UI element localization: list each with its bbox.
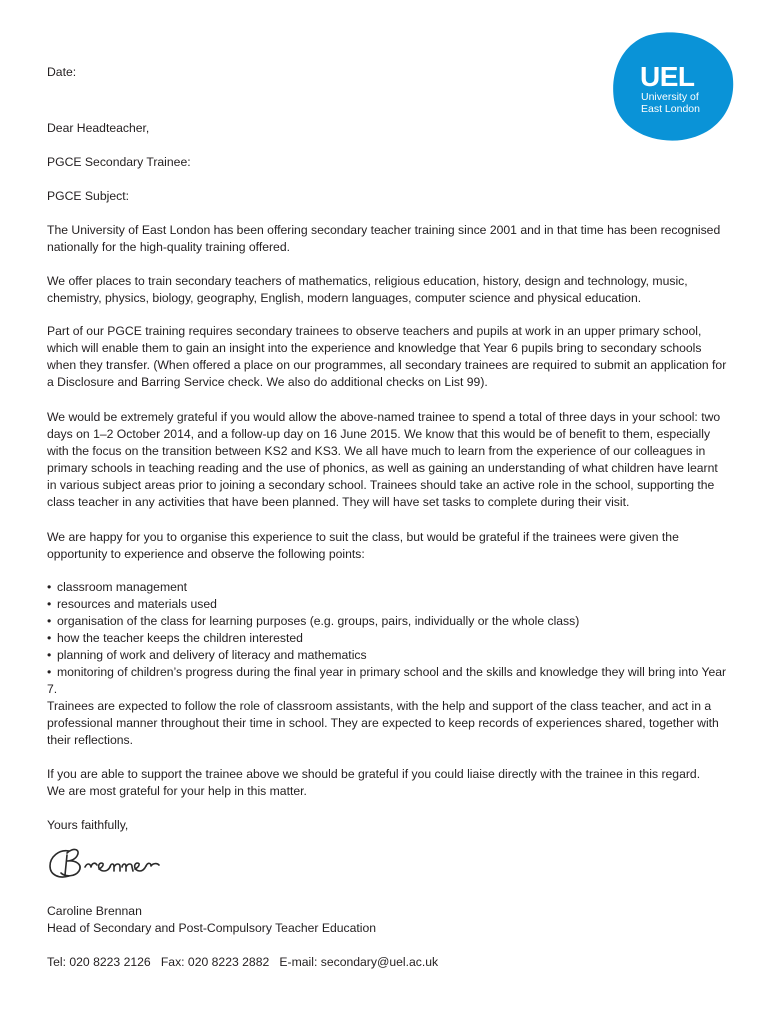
date-label: Date: [47,65,77,79]
list-item [47,596,737,613]
observation-points-list [47,579,737,698]
paragraph-expectations: Trainees are expected to follow the role of classroom assistants, with the help and support of the class teacher, and act in a professional manner throughout their time in school. They are expected to keep records of experiences shared, together with their reflections. [47,699,719,747]
bullet-glyph: • [47,631,52,645]
list-item-text: classroom management [57,580,188,594]
paragraph-intro: The University of East London has been offering secondary teacher training since 2001 and in that time has been recognised nationally for the high-quality training offered. [47,223,721,254]
handwritten-signature [47,843,192,885]
logo-line-2: East London [641,102,700,115]
list-item-text: organisation of the class for learning purposes (e.g. groups, pairs, individually or the whole class) [57,614,580,628]
subject-label: PGCE Subject: [47,189,129,203]
list-item-text: how the teacher keeps the children interested [57,631,303,645]
list-item [47,630,737,647]
list-item-text: planning of work and delivery of literacy and mathematics [57,648,367,662]
bullet-glyph: • [47,665,52,679]
paragraph-training: Part of our PGCE training requires secondary trainees to observe teachers and pupils at work in an upper primary school, which will enable them to gain an insight into the experience and knowledge that Year 6 pupils bring to secondary schools when they transfer. (When offered a place on our programmes, all secondary trainees are required to submit an application for a Disclosure and Barring Service check. We also do additional checks on List 99). [47,324,727,389]
logo-line-1: University of [641,91,699,103]
list-item-text: resources and materials used [57,597,217,611]
bullet-glyph: • [47,597,52,611]
signatory-title: Head of Secondary and Post-Compulsory Teacher Education [47,921,377,935]
logo-university-name [641,92,731,115]
trainee-label: PGCE Secondary Trainee: [47,155,191,169]
bullet-glyph: • [47,614,52,628]
bullet-glyph: • [47,648,52,662]
list-item [47,579,737,596]
paragraph-subjects: We offer places to train secondary teachers of mathematics, religious education, history, design and technology, music, chemistry, physics, biology, geography, English, modern languages, computer science and physical education. [47,274,688,305]
sign-off: Yours faithfully, [47,818,129,832]
paragraph-experience: We are happy for you to organise this experience to suit the class, but would be grateful if the trainees were given the opportunity to experience and observe the following points: [47,530,679,561]
signature-image [47,843,192,885]
salutation: Dear Headteacher, [47,121,150,135]
list-item [47,613,737,630]
contact-details: Tel: 020 8223 2126 Fax: 020 8223 2882 E-mail: secondary@uel.ac.uk [47,955,439,969]
signatory-name: Caroline Brennan [47,904,142,918]
paragraph-request: We would be extremely grateful if you would allow the above-named trainee to spend a total of three days in your school: two days on 1–2 October 2014, and a follow-up day on 16 June 2015. We know that this would be of benefit to them, especially with the focus on the transition between KS2 and KS3. We all have much to learn from the experience of our colleagues in primary schools in teaching reading and the use of phonics, as well as gaining an understanding of what children have learnt in various subject areas prior to joining a secondary school. Trainees should take an active role in the school, supporting the class teacher in any activities that have been planned. They will have set tasks to complete during their visit. [47,410,721,509]
bullet-glyph: • [47,580,52,594]
list-item [47,664,737,698]
paragraph-support-line-2: We are most grateful for your help in this matter. [47,784,307,798]
list-item [47,647,737,664]
paragraph-support-line-1: If you are able to support the trainee above we should be grateful if you could liaise directly with the trainee in this regard. [47,767,701,781]
list-item-text: monitoring of children’s progress during the final year in primary school and the skills and knowledge they will bring into Year 7. [47,665,727,696]
logo-brand: UEL [640,61,695,92]
